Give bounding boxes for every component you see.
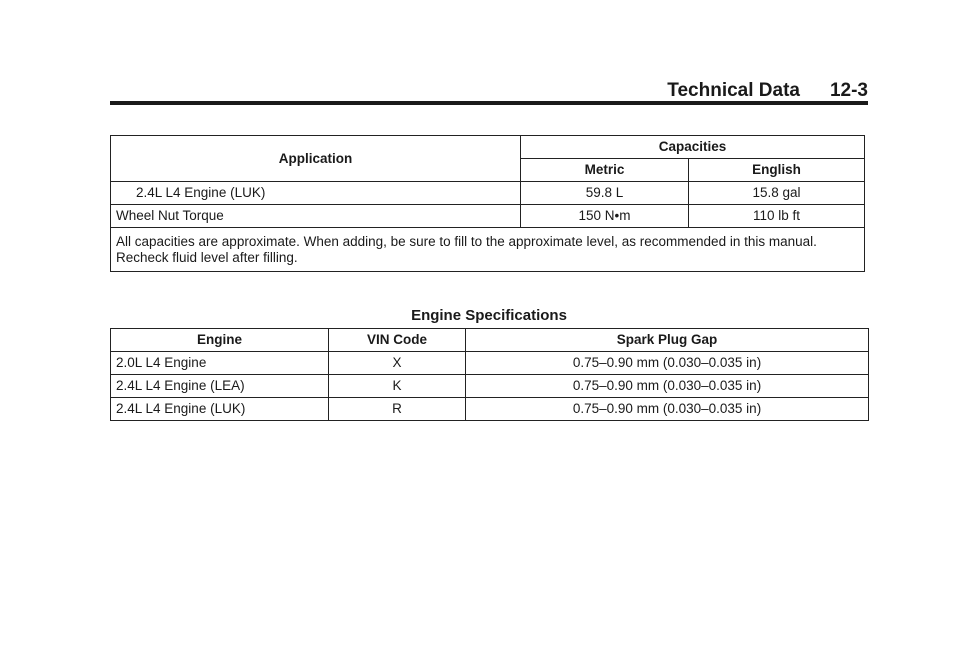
table-note-row [111,228,865,272]
spark-plug-gap-cell: 0.75–0.90 mm (0.030–0.035 in) [466,352,869,375]
engine-cell: 2.4L L4 Engine (LUK) [111,398,329,421]
table-header-row [111,329,869,352]
engine-specifications-table [110,328,869,421]
table-row [111,398,869,421]
engine-cell: 2.4L L4 Engine (LEA) [111,375,329,398]
capacities-column-header: Capacities [521,136,865,159]
table-row [111,375,869,398]
capacities-note: All capacities are approximate. When adding, be sure to fill to the approximate level, as recommended in this manual. Recheck fluid level after filling. [111,228,865,272]
application-cell: 2.4L L4 Engine (LUK) [111,182,521,205]
vin-code-cell: K [329,375,466,398]
vin-code-cell: X [329,352,466,375]
spark-plug-gap-cell: 0.75–0.90 mm (0.030–0.035 in) [466,398,869,421]
header-divider [110,101,868,105]
engine-specifications-title: Engine Specifications [411,307,567,324]
vin-code-column-header: VIN Code [329,329,466,352]
engine-column-header: Engine [111,329,329,352]
spark-plug-gap-column-header: Spark Plug Gap [466,329,869,352]
metric-cell: 59.8 L [521,182,689,205]
engine-cell: 2.0L L4 Engine [111,352,329,375]
metric-cell: 150 N•m [521,205,689,228]
english-cell: 110 lb ft [689,205,865,228]
english-column-header: English [689,159,865,182]
application-cell: Wheel Nut Torque [111,205,521,228]
capacities-table [110,135,865,272]
english-cell: 15.8 gal [689,182,865,205]
page-section-title: Technical Data [667,80,800,101]
table-row [111,182,865,205]
page-number: 12-3 [829,80,868,101]
application-column-header: Application [111,136,521,182]
table-row [111,205,865,228]
table-header-row [111,136,865,159]
vin-code-cell: R [329,398,466,421]
metric-column-header: Metric [521,159,689,182]
spark-plug-gap-cell: 0.75–0.90 mm (0.030–0.035 in) [466,375,869,398]
table-row [111,352,869,375]
